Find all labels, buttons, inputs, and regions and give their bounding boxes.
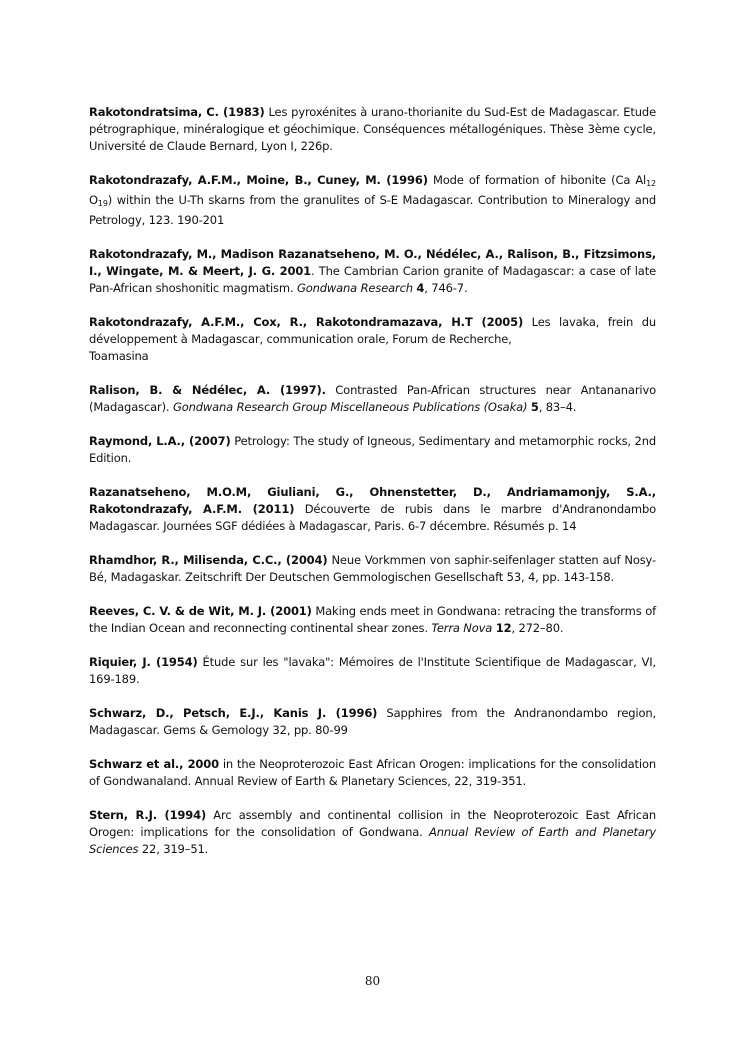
reference-entry <box>89 484 656 535</box>
reference-journal: Annual Review of Earth and Planetary Sciences <box>89 825 656 856</box>
reference-entry <box>89 382 656 416</box>
reference-text: . The Cambrian Carion granite of Madagascar: a case of late Pan-African shoshonitic magmatism. <box>89 264 656 295</box>
reference-entry <box>89 705 656 739</box>
reference-text: Mode of formation of hibonite (Ca Al <box>427 173 647 187</box>
reference-authors: Schwarz, D., Petsch, E.J., Kanis J. (1996) <box>89 706 378 720</box>
reference-authors: Rakotondrazafy, M., Madison Razanatseheno, M. O., Nédélec, A., Ralison, B., Fitzsimons, I., Wingate, M. & Meert, J. G. 2001 <box>89 247 656 278</box>
reference-entry <box>89 756 656 790</box>
reference-text: Les pyroxénites à urano-thorianite du Sud-Est de Madagascar. Etude pétrographique, minéralogique et géochimique. Conséquences métallogéniques. Thèse 3ème cycle, Université de Claude Bernard, Lyon I, 226p. <box>89 105 656 153</box>
reference-authors: Raymond, L.A., (2007) <box>89 434 231 448</box>
reference-text: Étude sur les "lavaka": Mémoires de l'Institute Scientifique de Madagascar, VI, 169-189. <box>89 655 656 686</box>
reference-entry <box>89 314 656 365</box>
reference-entry <box>89 807 656 858</box>
reference-authors: Stern, R.J. (1994) <box>89 808 207 822</box>
reference-text: Arc assembly and continental collision in the Neoproterozoic East African Orogen: implications for the consolidation of Gondwana. <box>89 808 656 839</box>
reference-text: ) within the U-Th skarns from the granulites of S-E Madagascar. Contribution to Mineralogy and Petrology, 123. 190-201 <box>89 193 656 227</box>
reference-text: Making ends meet in Gondwana: retracing the transforms of the Indian Ocean and reconnecting continental shear zones. <box>89 604 656 635</box>
reference-authors: Razanatseheno, M.O.M, Giuliani, G., Ohnenstetter, D., Andriamamonjy, S.A., Rakotondrazafy, A.F.M. (2011) <box>89 485 656 516</box>
reference-volume: 12 <box>495 621 512 635</box>
reference-authors: Schwarz et al., 2000 <box>89 757 219 771</box>
subscript: 12 <box>646 179 656 188</box>
reference-text: in the Neoproterozoic East African Orogen: implications for the consolidation of Gondwanaland. Annual Review of Earth & Planetary Sciences, 22, 319-351. <box>89 757 656 788</box>
reference-entry <box>89 104 656 155</box>
reference-entry <box>89 603 656 637</box>
reference-entry <box>89 172 656 229</box>
reference-text: Neue Vorkmmen von saphir-seifenlager statten auf Nosy-Bé, Madagaskar. Zeitschrift Der Deutschen Gemmologischen Gesellschaft 53, 4, pp. 143-158. <box>89 553 656 584</box>
reference-authors: Riquier, J. (1954) <box>89 655 198 669</box>
subscript: 19 <box>97 199 108 208</box>
reference-text: Sapphires from the Andranondambo region, Madagascar. Gems & Gemology 32, pp. 80-99 <box>89 706 656 737</box>
reference-place: Toamasina <box>89 349 149 363</box>
reference-text: Petrology: The study of Igneous, Sedimentary and metamorphic rocks, 2nd Edition. <box>89 434 656 465</box>
reference-entry <box>89 246 656 297</box>
reference-journal: Terra Nova <box>431 621 493 635</box>
reference-authors: Rakotondratsima, C. (1983) <box>89 105 265 119</box>
reference-journal: Gondwana Research <box>296 281 413 295</box>
reference-pages: , 272–80. <box>511 621 564 635</box>
reference-list <box>89 104 656 875</box>
reference-authors: Reeves, C. V. & de Wit, M. J. (2001) <box>89 604 312 618</box>
reference-journal: Gondwana Research Group Miscellaneous Publications (Osaka) <box>172 400 528 414</box>
reference-text: Contrasted Pan-African structures near Antananarivo (Madagascar). <box>89 383 656 414</box>
reference-pages: , 746-7. <box>424 281 468 295</box>
reference-authors: Ralison, B. & Nédélec, A. (1997). <box>89 383 326 397</box>
reference-volume: 4 <box>416 281 425 295</box>
reference-text: Les lavaka, frein du développement à Madagascar, communication orale, Forum de Recherche, <box>89 315 656 346</box>
reference-text: O <box>89 193 98 207</box>
reference-authors: Rakotondrazafy, A.F.M., Moine, B., Cuney, M. (1996) <box>89 173 428 187</box>
reference-text: Découverte de rubis dans le marbre d'Andranondambo Madagascar. Journées SGF dédiées à Madagascar, Paris. 6-7 décembre. Résumés p. 14 <box>89 502 656 533</box>
reference-entry <box>89 433 656 467</box>
reference-pages: , 83–4. <box>538 400 577 414</box>
reference-authors: Rakotondrazafy, A.F.M., Cox, R., Rakotondramazava, H.T (2005) <box>89 315 524 329</box>
reference-authors: Rhamdhor, R., Milisenda, C.C., (2004) <box>89 553 328 567</box>
page-number: 80 <box>364 974 381 988</box>
reference-volume: 5 <box>530 400 539 414</box>
reference-pages: 22, 319–51. <box>138 842 209 856</box>
reference-entry <box>89 552 656 586</box>
reference-entry <box>89 654 656 688</box>
